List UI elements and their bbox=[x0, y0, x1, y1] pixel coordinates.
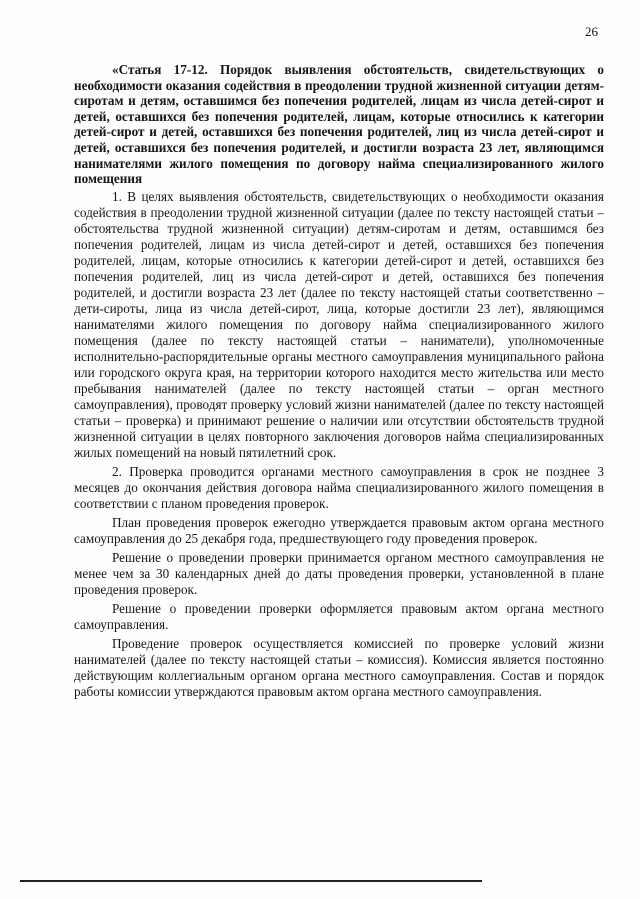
paragraph: Решение о проведении проверки принимается органом местного самоуправления не менее чем за 30 календарных дней до даты проведения проверки, установленной в плане проведения проверок. bbox=[74, 549, 604, 597]
paragraph: Проведение проверок осуществляется комиссией по проверке условий жизни нанимателей (далее по тексту настоящей статьи – комиссия). Комиссия является постоянно действующим коллегиальным органом органа местного самоуправления. Состав и порядок работы комиссии утверждаются правовым актом органа местного самоуправления. bbox=[74, 635, 604, 699]
paragraph: 1. В целях выявления обстоятельств, свидетельствующих о необходимости оказания содействия в преодолении трудной жизненной ситуации (далее по тексту настоящей статьи – обстоятельства трудной жизненной ситуации) детям-сиротам и детям, оставшимся без попечения родителей, лицам из числа детей-сирот и детей, оставшихся без попечения родителей, лицам, которые относились к категории детей-сирот и детей, оставшихся без попечения родителей, лиц из числа детей-сирот и детей, оставшихся без попечения родителей, и достигли возраста 23 лет (далее по тексту настоящей статьи соответственно – дети-сироты, лица из числа детей-сирот, лица, которые достигли 23 лет), являющимся нанимателями жилого помещения по договору найма специализированного жилого помещения (далее по тексту настоящей статьи – наниматели), уполномоченные исполнительно-распорядительные органы местного самоуправления муниципального района или городского округа края, на территории которого находится место жительства или место пребывания нанимателей (далее по тексту настоящей статьи – орган местного самоуправления), проводят проверку условий жизни нанимателей (далее по тексту настоящей статьи – проверка) и принимают решение о наличии или отсутствии обстоятельств трудной жизненной ситуации в целях повторного заключения договоров найма специализированных жилых помещений на новый пятилетний срок. bbox=[74, 188, 604, 460]
paragraph: Решение о проведении проверки оформляется правовым актом органа местного самоуправления. bbox=[74, 600, 604, 632]
document-body bbox=[74, 62, 604, 700]
article-title: «Статья 17-12. Порядок выявления обстоятельств, свидетельствующих о необходимости оказания содействия в преодолении трудной жизненной ситуации детям-сиротам и детям, оставшимся без попечения родителей, лицам из числа детей-сирот и детей, оставшихся без попечения родителей, лицам, которые относились к категории детей-сирот и детей, оставшихся без попечения родителей, лиц из числа детей-сирот и детей, оставшихся без попечения родителей, и достигли возраста 23 лет, являющимся нанимателями жилого помещения по договору найма специализированного жилого помещения bbox=[74, 62, 604, 187]
paragraph: План проведения проверок ежегодно утверждается правовым актом органа местного самоуправления до 25 декабря года, предшествующего году проведения проверок. bbox=[74, 514, 604, 546]
page-number: 26 bbox=[585, 24, 598, 39]
bottom-divider bbox=[20, 880, 482, 882]
paragraph: 2. Проверка проводится органами местного самоуправления в срок не позднее 3 месяцев до окончания действия договора найма специализированного жилого помещения в соответствии с планом проведения проверок. bbox=[74, 463, 604, 511]
